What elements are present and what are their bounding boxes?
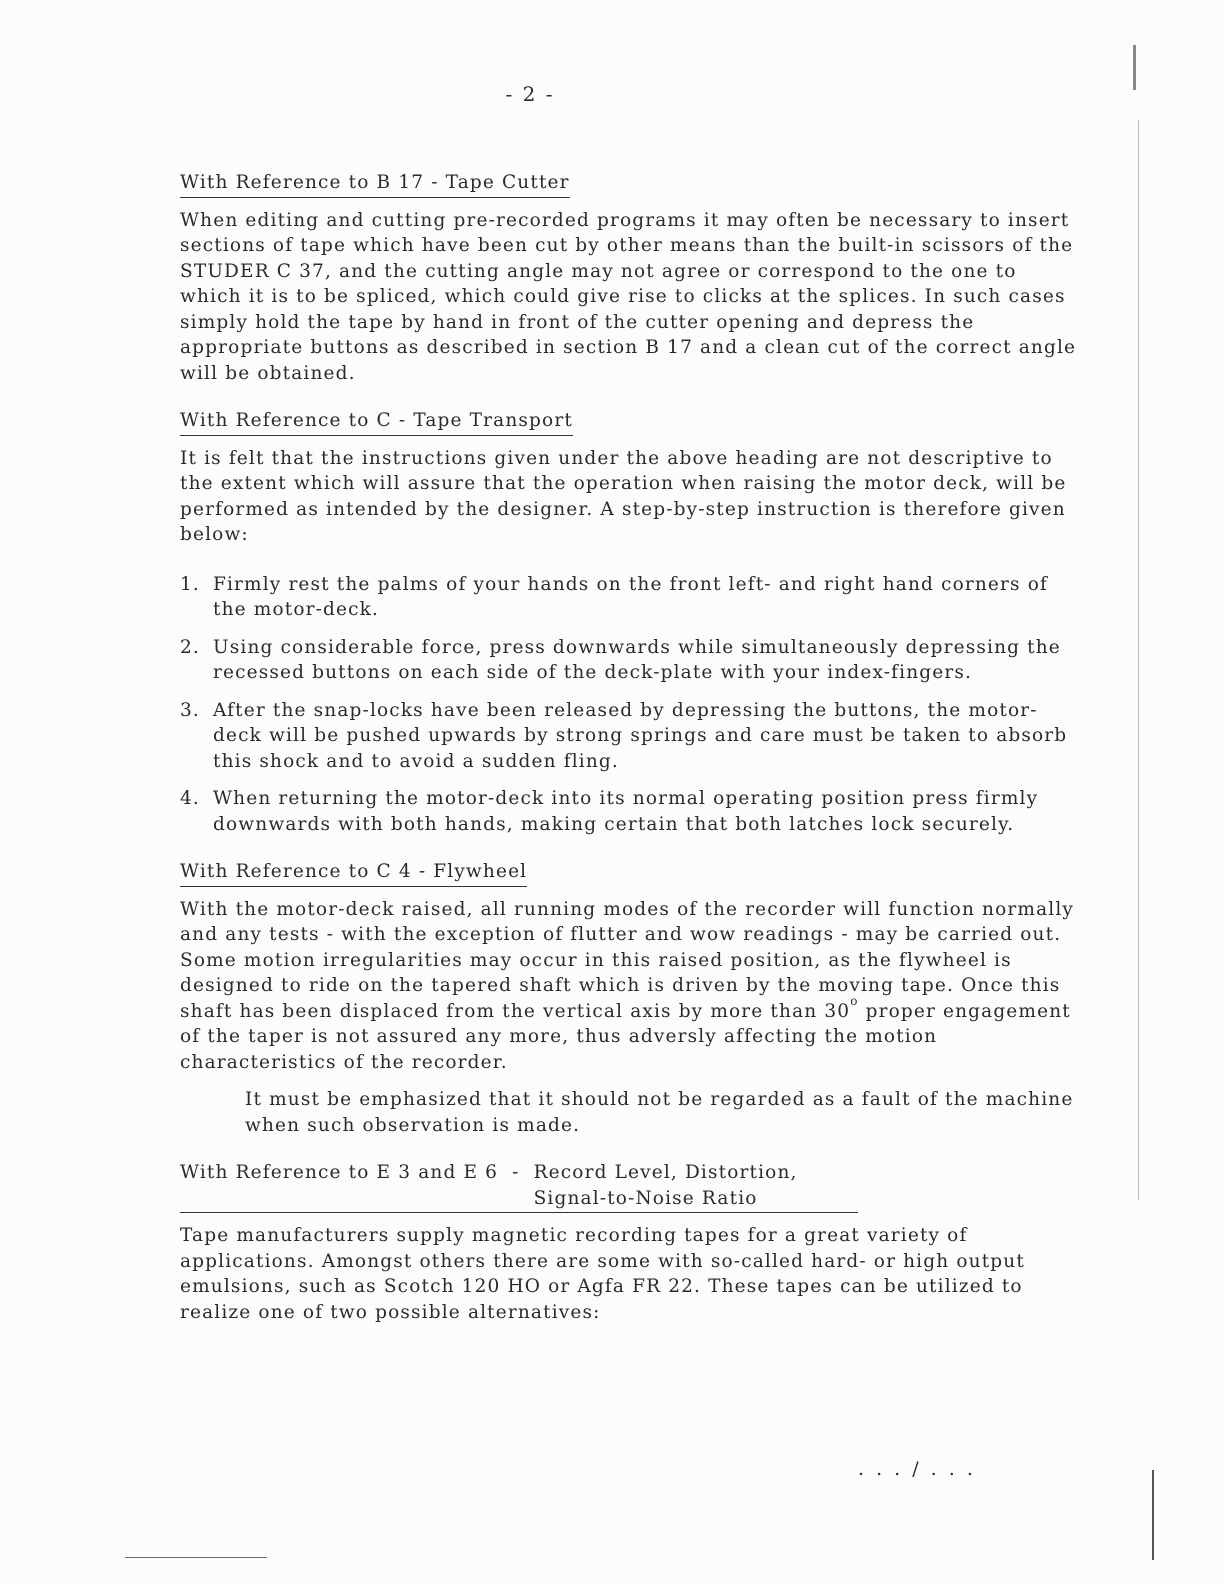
- continuation-mark: . . . / . . .: [858, 1458, 976, 1480]
- list-item: [180, 572, 1080, 623]
- section-heading: [180, 1160, 858, 1213]
- list-item: [180, 786, 1080, 837]
- section-heading: With Reference to B 17 - Tape Cutter: [180, 170, 570, 198]
- step-text: Using considerable force, press downwards while simultaneously depressing the recessed buttons on each side of the deck-plate with your index-fingers.: [213, 636, 1061, 683]
- paragraph: Tape manufacturers supply magnetic recording tapes for a great variety of applications. Amongst others there are some with so-called hard- or high output emulsions, such as Scotch 120 HO or Agfa FR 22. These tapes can be utilized to realize one of two possible alternatives:: [180, 1225, 1025, 1323]
- scan-edge-faint: [1138, 120, 1139, 1200]
- heading-right-line: Signal-to-Noise Ratio: [533, 1187, 758, 1209]
- paragraph-text: proper engagement of the taper is not assured any more, thus adversly affecting the motion characteristics of the recorder.: [180, 1000, 1071, 1073]
- step-number: 2.: [180, 636, 200, 658]
- step-text: After the snap-locks have been released by depressing the buttons, the motor-deck will be pushed upwards by strong springs and care must be taken to absorb this shock and to avoid a sudden fling.: [213, 699, 1068, 772]
- section-tape-cutter: [180, 170, 1080, 386]
- footer-rule: [125, 1557, 267, 1558]
- scan-edge-right: [1133, 45, 1136, 90]
- degree-superscript: o: [850, 993, 859, 1008]
- step-number: 4.: [180, 788, 200, 809]
- section-tape-transport: [180, 408, 1080, 837]
- section-record-level: [180, 1160, 1080, 1325]
- step-number: 3.: [180, 699, 200, 721]
- heading-left: With Reference to E 3 and E 6 -: [180, 1162, 534, 1183]
- step-text: Firmly rest the palms of your hands on the front left- and right hand corners of the motor-deck.: [213, 573, 1048, 620]
- list-item: [180, 698, 1080, 775]
- step-text: When returning the motor-deck into its normal operating position press firmly downwards with both hands, making certain that both latches lock securely.: [213, 788, 1039, 835]
- section-flywheel: [180, 859, 1080, 1138]
- heading-right-line: Record Level, Distortion,: [533, 1162, 798, 1183]
- page-number: - 2 -: [505, 82, 555, 106]
- step-number: 1.: [180, 573, 200, 595]
- step-list: [180, 572, 1080, 838]
- list-item: [180, 635, 1080, 686]
- document-body: [180, 170, 1080, 1347]
- note-paragraph: It must be emphasized that it should not be regarded as a fault of the machine when such observation is made.: [245, 1089, 1074, 1136]
- scan-edge-bottom: [1152, 1470, 1154, 1560]
- heading-right: [534, 1160, 798, 1211]
- section-heading: With Reference to C - Tape Transport: [180, 408, 573, 436]
- paragraph: When editing and cutting pre-recorded programs it may often be necessary to insert sections of tape which have been cut by other means than the built-in scissors of the STUDER C 37, and the cutting angle may not agree or correspond to the one to which it is to be spliced, which could give rise to clicks at the splices. In such cases simply hold the tape by hand in front of the cutter opening and depress the appropriate buttons as described in section B 17 and a clean cut of the correct angle will be obtained.: [180, 209, 1077, 384]
- paragraph: It is felt that the instructions given under the above heading are not descriptive to the extent which will assure that the operation when raising the motor deck, will be performed as intended by the designer. A step-by-step instruction is therefore given below:: [180, 447, 1067, 545]
- section-heading: With Reference to C 4 - Flywheel: [180, 859, 527, 887]
- paragraph-text: With the motor-deck raised, all running modes of the recorder will function normally and any tests - with the exception of flutter and wow readings - may be carried out. Some motion irregularities may occur in this raised position, as the flywheel is designed to ride on the tapered shaft which is driven by the moving tape. Once this shaft has been displaced from the vertical axis by more than 30: [180, 898, 1075, 1022]
- paragraph: [180, 897, 1080, 1076]
